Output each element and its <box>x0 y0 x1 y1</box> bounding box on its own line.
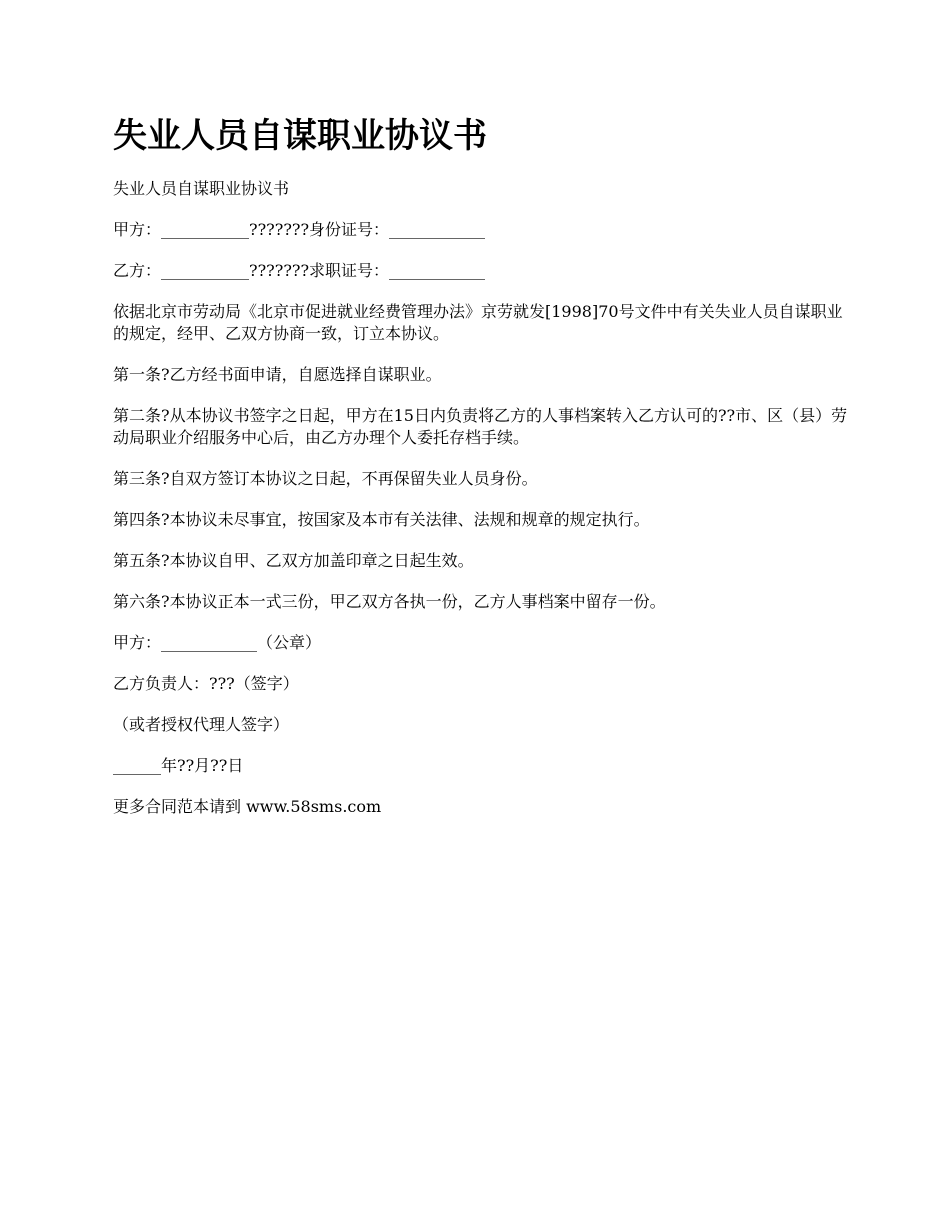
article-4: 第四条?本协议未尽事宜，按国家及本市有关法律、法规和规章的规定执行。 <box>113 510 650 529</box>
subtitle-paragraph: 失业人员自谋职业协议书 <box>113 179 290 198</box>
date-line: ______年??月??日 <box>113 756 244 775</box>
party-a-line: 甲方：___________???????身份证号：____________ <box>113 220 486 239</box>
preamble-paragraph: 依据北京市劳动局《北京市促进就业经费管理办法》京劳就发[1998]70号文件中有关失业人员自谋职业的规定，经甲、乙双方协商一致，订立本协议。 <box>113 302 843 343</box>
article-1: 第一条?乙方经书面申请，自愿选择自谋职业。 <box>113 365 442 384</box>
party-a-seal-line: 甲方：____________（公章） <box>113 633 322 652</box>
party-b-signature-line: 乙方负责人：???（签字） <box>113 674 299 693</box>
party-b-line: 乙方：___________???????求职证号：____________ <box>113 261 486 280</box>
footer-link-text: 更多合同范本请到 www.58sms.com <box>113 797 382 816</box>
document-title: 失业人员自谋职业协议书 <box>113 116 487 156</box>
article-3: 第三条?自双方签订本协议之日起，不再保留失业人员身份。 <box>113 469 538 488</box>
authorized-agent-line: （或者授权代理人签字） <box>113 715 290 734</box>
article-6: 第六条?本协议正本一式三份，甲乙双方各执一份，乙方人事档案中留存一份。 <box>113 592 666 611</box>
article-2: 第二条?从本协议书签字之日起，甲方在15日内负责将乙方的人事档案转入乙方认可的??市、区（县）劳动局职业介绍服务中心后，由乙方办理个人委托存档手续。 <box>113 406 848 447</box>
article-5: 第五条?本协议自甲、乙双方加盖印章之日起生效。 <box>113 551 474 570</box>
document-page <box>113 110 853 837</box>
